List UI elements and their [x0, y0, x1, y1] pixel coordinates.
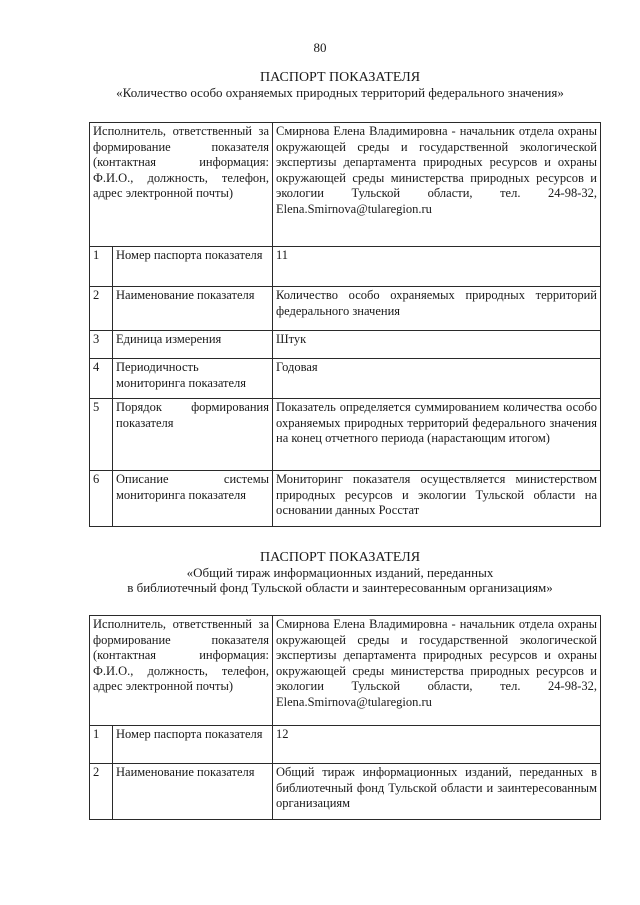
table-row	[90, 287, 601, 331]
section2-title: ПАСПОРТ ПОКАЗАТЕЛЯ	[259, 550, 421, 565]
row-number: 5	[90, 399, 113, 471]
executor-row	[90, 616, 601, 726]
section1-heading	[40, 70, 640, 100]
table-row	[90, 764, 601, 820]
section2-heading	[40, 550, 640, 595]
row-number: 1	[90, 247, 113, 287]
row-value: Количество особо охраняемых природных территорий федерального значения	[273, 287, 601, 331]
table-row	[90, 726, 601, 764]
row-label: Номер паспорта показателя	[113, 726, 273, 764]
table-row	[90, 471, 601, 527]
executor-value: Смирнова Елена Владимировна - начальник отдела охраны окружающей среды и государственной экологической экспертизы департамента природных ресурсов и охраны окружающей среды министерства природных ресурсов и экологии Тульской области, тел. 24-98-32, Elena.Smirnova@tularegion.ru	[273, 123, 601, 247]
section1-title: ПАСПОРТ ПОКАЗАТЕЛЯ	[259, 70, 421, 85]
row-label: Порядок формирования показателя	[113, 399, 273, 471]
table-row	[90, 331, 601, 359]
row-label: Описание системы мониторинга показателя	[113, 471, 273, 527]
row-number: 3	[90, 331, 113, 359]
row-value: 11	[273, 247, 601, 287]
row-label: Наименование показателя	[113, 764, 273, 820]
table-row	[90, 359, 601, 399]
row-value: Годовая	[273, 359, 601, 399]
executor-label: Исполнитель, ответственный за формирование показателя (контактная информация: Ф.И.О., должность, телефон, адрес электронной почты)	[90, 616, 273, 726]
section2-subtitle-line2: в библиотечный фонд Тульской области и заинтересованным организациям»	[127, 580, 553, 595]
executor-label: Исполнитель, ответственный за формирование показателя (контактная информация: Ф.И.О., должность, телефон, адрес электронной почты)	[90, 123, 273, 247]
page-number: 80	[313, 40, 327, 55]
section1-subtitle: «Количество особо охраняемых природных территорий федерального значения»	[116, 85, 564, 100]
row-number: 1	[90, 726, 113, 764]
row-label: Периодичность мониторинга показателя	[113, 359, 273, 399]
table-row	[90, 247, 601, 287]
executor-row	[90, 123, 601, 247]
section2-subtitle-line1: «Общий тираж информационных изданий, переданных	[186, 565, 494, 580]
table-row	[90, 399, 601, 471]
row-label: Единица измерения	[113, 331, 273, 359]
executor-value: Смирнова Елена Владимировна - начальник отдела охраны окружающей среды и государственной экологической экспертизы департамента природных ресурсов и охраны окружающей среды министерства природных ресурсов и экологии Тульской области, тел. 24-98-32, Elena.Smirnova@tularegion.ru	[273, 616, 601, 726]
section2-passport-table	[89, 615, 601, 820]
section1-passport-table	[89, 122, 601, 527]
row-number: 2	[90, 287, 113, 331]
row-number: 2	[90, 764, 113, 820]
row-number: 4	[90, 359, 113, 399]
row-number: 6	[90, 471, 113, 527]
row-label: Наименование показателя	[113, 287, 273, 331]
row-label: Номер паспорта показателя	[113, 247, 273, 287]
row-value: Общий тираж информационных изданий, переданных в библиотечный фонд Тульской области и заинтересованным организациям	[273, 764, 601, 820]
row-value: Штук	[273, 331, 601, 359]
row-value: Показатель определяется суммированием количества особо охраняемых природных территорий федерального значения на конец отчетного периода (нарастающим итогом)	[273, 399, 601, 471]
row-value: 12	[273, 726, 601, 764]
row-value: Мониторинг показателя осуществляется министерством природных ресурсов и экологии Тульской области на основании данных Росстат	[273, 471, 601, 527]
